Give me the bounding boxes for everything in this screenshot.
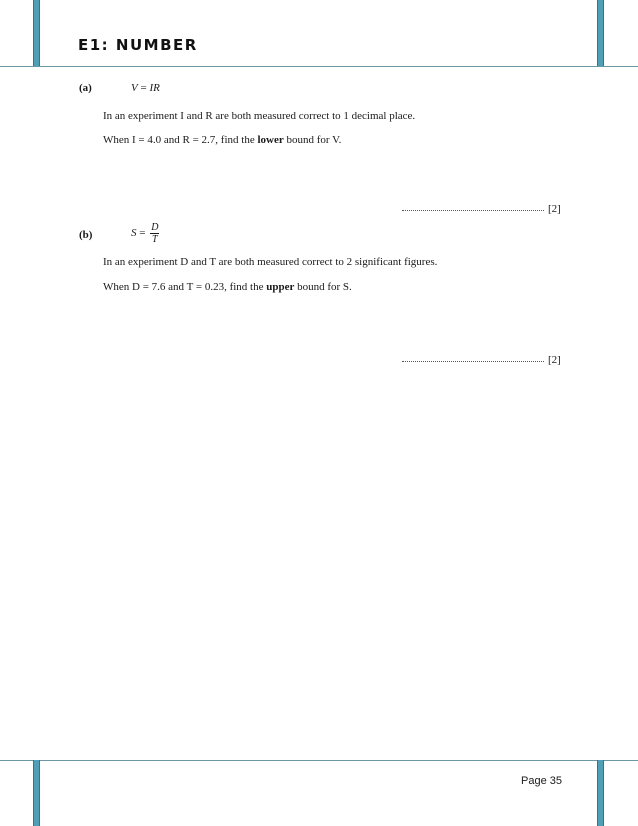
part-b-line-2-start: When D = 7.6 and T = 0.23, find the — [103, 281, 267, 293]
part-a-formula — [131, 82, 160, 94]
formula-b-fraction — [150, 222, 159, 245]
part-b-marks: [2] — [548, 354, 561, 366]
right-bottom-accent-bar — [597, 760, 604, 826]
part-a-label: (a) — [79, 82, 92, 94]
part-b-label: (b) — [79, 229, 93, 241]
left-top-accent-bar — [33, 0, 40, 66]
part-a-marks: [2] — [548, 203, 561, 215]
part-a-line-2-end: bound for V. — [283, 134, 342, 146]
formula-b-denominator: T — [152, 234, 158, 245]
part-b-answer-line[interactable] — [402, 361, 544, 362]
formula-a-rhs: IR — [149, 82, 160, 94]
formula-a-eq: = — [137, 82, 150, 94]
formula-b-numerator: D — [151, 222, 159, 233]
page-header-title: E1: NUMBER — [78, 36, 198, 54]
part-a-line-2-start: When I = 4.0 and R = 2.7, find the — [103, 134, 258, 146]
part-b-line-2 — [103, 281, 352, 293]
left-bottom-accent-bar — [33, 760, 40, 826]
formula-b-eq: = — [136, 227, 149, 240]
page-number: Page 35 — [521, 775, 562, 787]
part-b-formula — [131, 222, 159, 245]
part-a-bold-word: lower — [257, 134, 284, 146]
right-top-accent-bar — [597, 0, 604, 66]
part-b-line-2-end: bound for S. — [294, 281, 352, 293]
part-b-bold-word: upper — [266, 281, 295, 293]
formula-b-lhs: S — [131, 227, 137, 240]
part-b-line-1: In an experiment D and T are both measured correct to 2 significant figures. — [103, 256, 438, 268]
part-a-answer-line[interactable] — [402, 210, 544, 211]
footer-rule — [0, 760, 638, 761]
part-a-line-2 — [103, 134, 341, 146]
formula-a-lhs: V — [131, 82, 138, 94]
header-rule — [0, 66, 638, 67]
part-a-line-1: In an experiment I and R are both measured correct to 1 decimal place. — [103, 110, 416, 122]
